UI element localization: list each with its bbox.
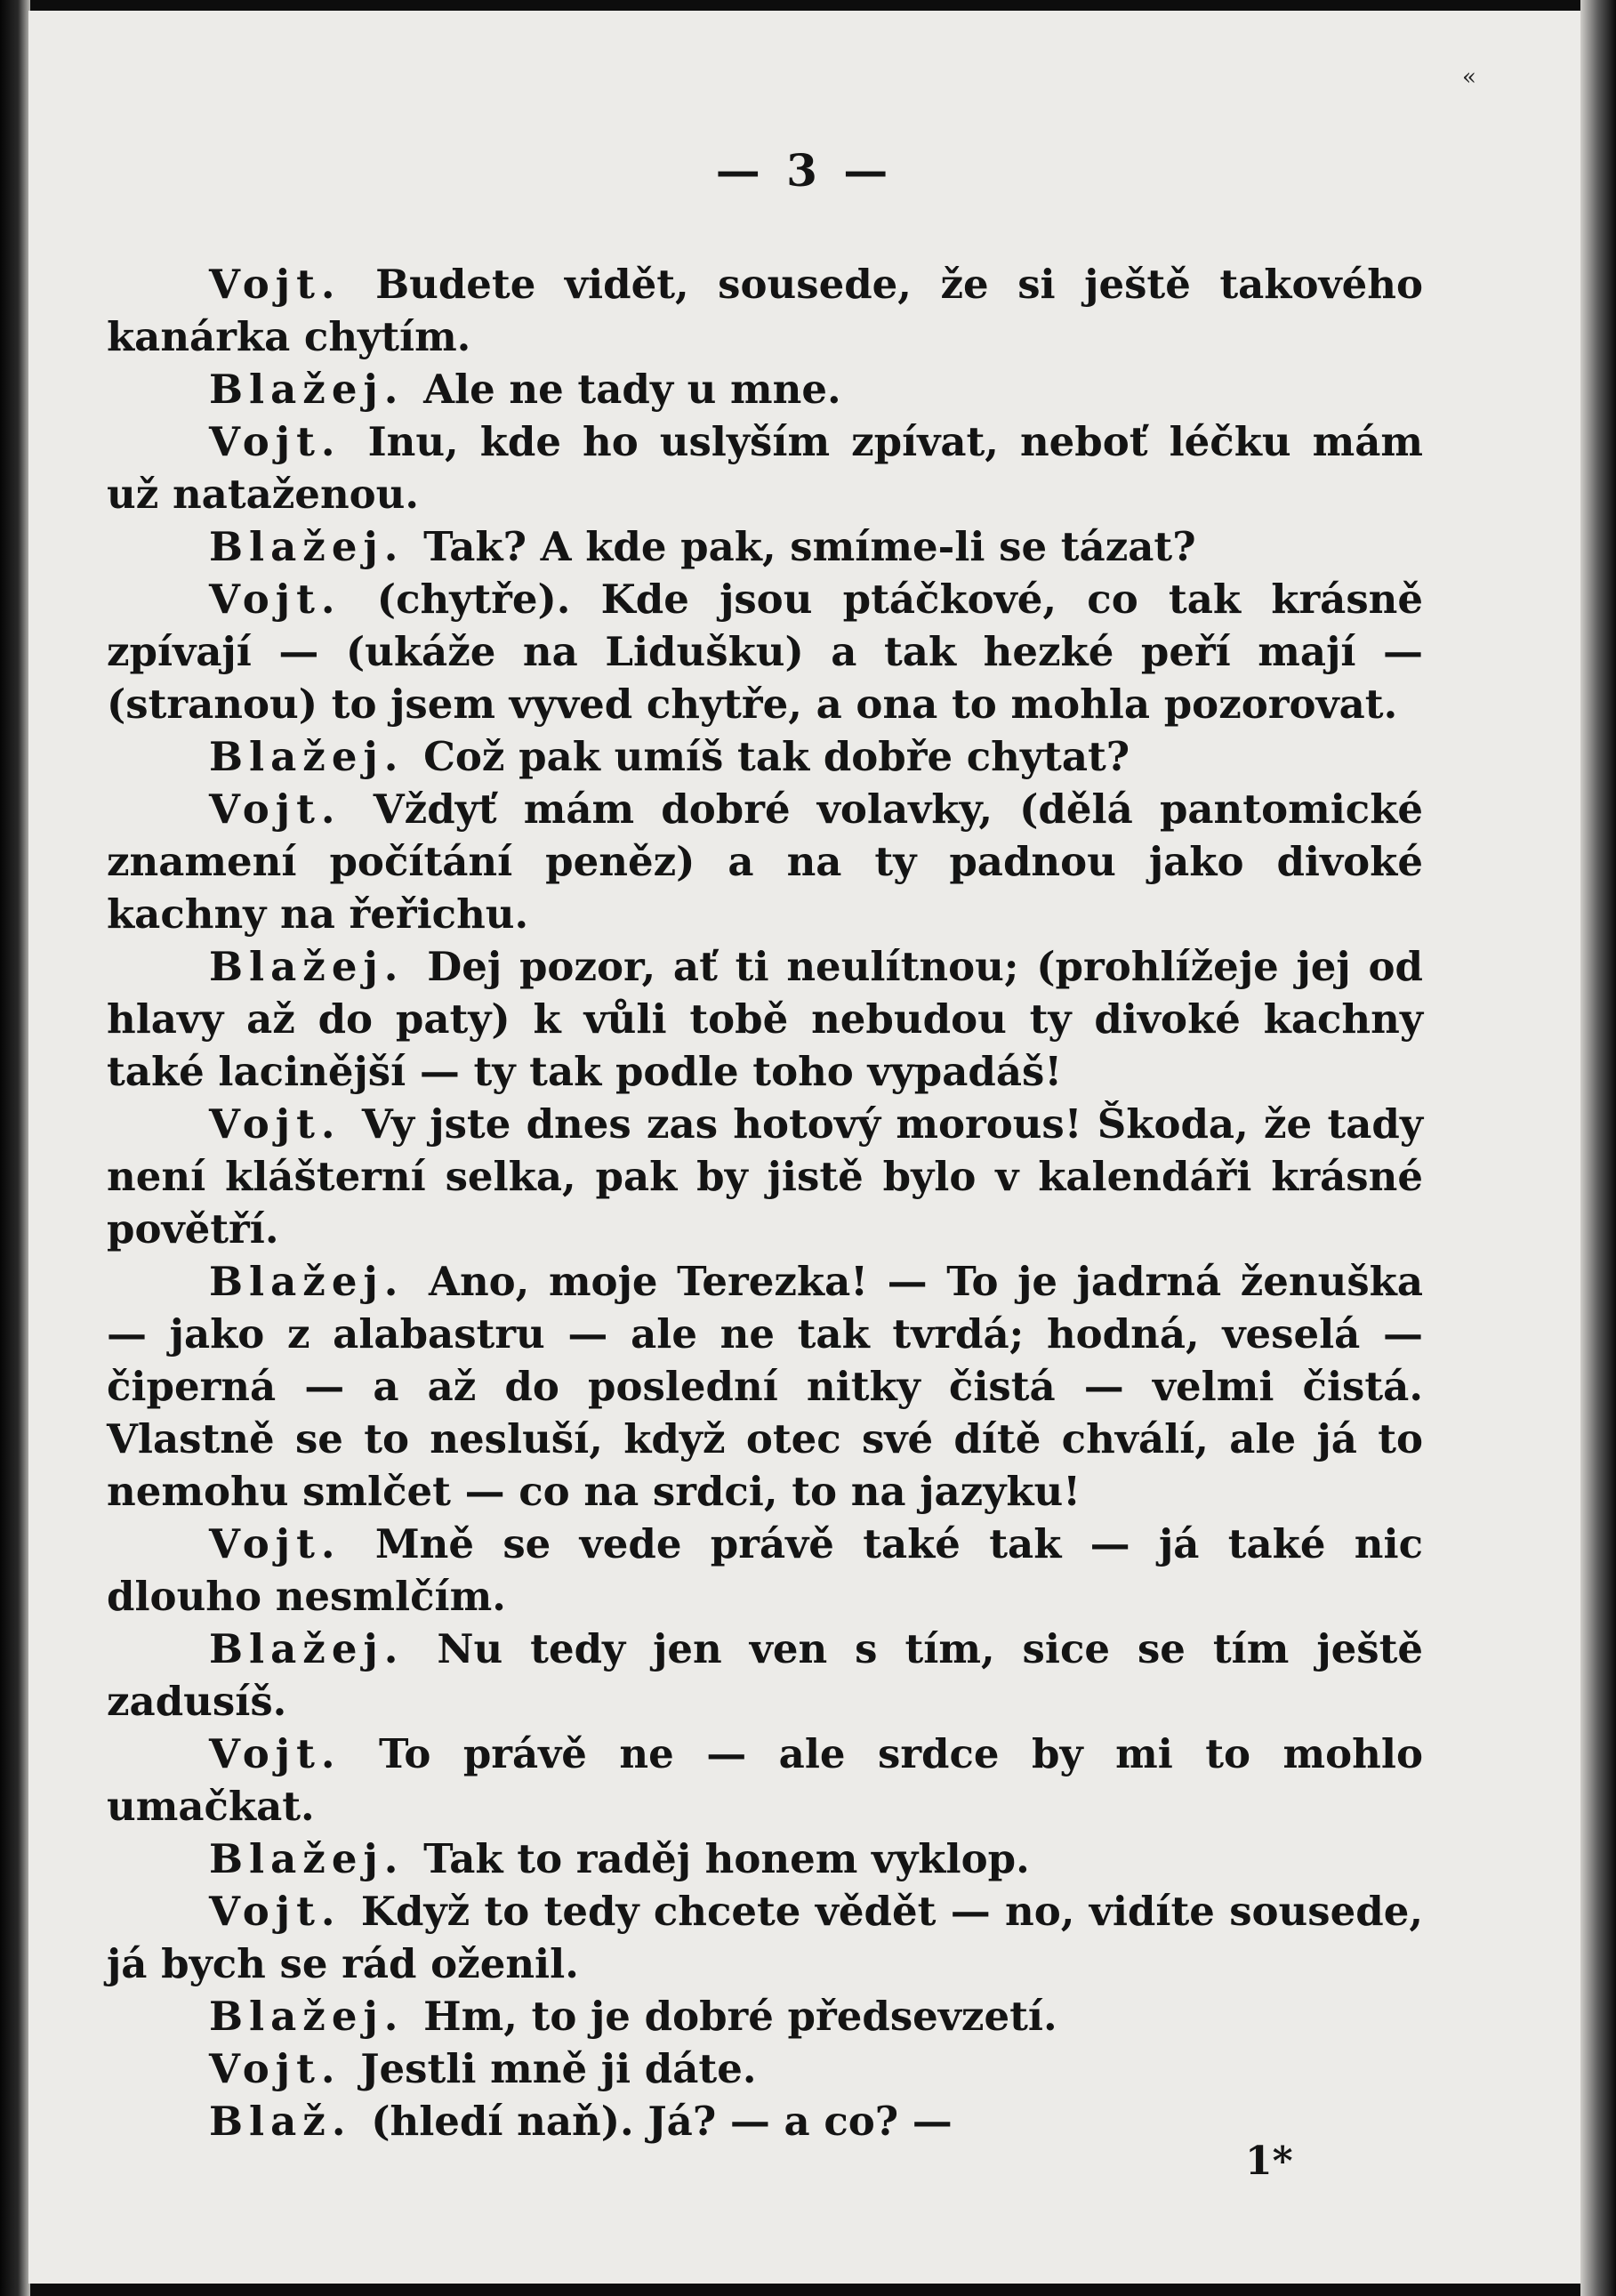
dialogue-line bbox=[107, 415, 1423, 520]
corner-mark: « bbox=[1462, 64, 1476, 91]
line-text: Ale ne tady u mne. bbox=[423, 366, 841, 413]
speaker-name: Blažej. bbox=[209, 1625, 405, 1672]
dialogue-line bbox=[107, 940, 1423, 1098]
dialogue-line bbox=[107, 258, 1423, 363]
book-gutter bbox=[0, 0, 30, 2296]
signature-mark: 1* bbox=[1245, 2139, 1293, 2184]
page-edge bbox=[1580, 0, 1616, 2296]
speaker-name: Blažej. bbox=[209, 1993, 405, 2040]
speaker-name: Blažej. bbox=[209, 943, 405, 990]
line-text: (chytře). Kde jsou ptáčkové, co tak krásně zpívají — (ukáže na Lidušku) a tak hezké peří mají — (stranou) to jsem vyved chytře, a ona to mohla pozorovat. bbox=[107, 576, 1424, 728]
line-text: Tak? A kde pak, smíme-li se tázat? bbox=[423, 523, 1196, 570]
speaker-name: Vojt. bbox=[209, 261, 342, 308]
dialogue-line bbox=[107, 1518, 1423, 1623]
speaker-name: Vojt. bbox=[209, 1888, 342, 1935]
dialogue-line bbox=[107, 730, 1423, 783]
dialogue-line bbox=[107, 2042, 1423, 2095]
line-text: Ano, moje Terezka! — To je jadrná ženuška — jako z alabastru — ale ne tak tvrdá; hodná, veselá — čiperná — a až do poslední nitky čistá — velmi čistá. Vlastně se to nesluší, když otec své dítě chválí, ale já to nemohu smlčet — co na srdci, to na jazyku! bbox=[107, 1258, 1424, 1515]
dialogue-line bbox=[107, 1833, 1423, 1885]
dialogue-line bbox=[107, 520, 1423, 573]
line-text: Vy jste dnes zas hotový morous! Škoda, že tady není klášterní selka, pak by jistě bylo v kalendáři krásné povětří. bbox=[107, 1100, 1423, 1253]
line-text: (hledí naň). Já? — a co? — bbox=[371, 2098, 953, 2145]
speaker-name: Vojt. bbox=[209, 1730, 342, 1777]
line-text: Jestli mně ji dáte. bbox=[360, 2045, 757, 2092]
line-text: Mně se vede právě také tak — já také nic dlouho nesmlčím. bbox=[107, 1520, 1423, 1620]
line-text: Dej pozor, ať ti neulítnou; (prohlížeje jej od hlavy až do paty) k vůli tobě nebudou ty divoké kachny také lacinější — ty tak podle toho vypadáš! bbox=[107, 943, 1423, 1095]
dialogue-line bbox=[107, 783, 1423, 940]
dialogue-line bbox=[107, 1990, 1423, 2042]
line-text: Tak to raděj honem vyklop. bbox=[423, 1835, 1030, 1882]
dialogue-line bbox=[107, 1098, 1423, 1255]
dialogue-line bbox=[107, 1623, 1423, 1728]
speaker-name: Vojt. bbox=[209, 418, 342, 465]
speaker-name: Blažej. bbox=[209, 1258, 405, 1305]
line-text: To právě ne — ale srdce by mi to mohlo umačkat. bbox=[107, 1730, 1423, 1830]
speaker-name: Blažej. bbox=[209, 366, 405, 413]
dialogue-line bbox=[107, 1885, 1423, 1990]
dialogue-line bbox=[107, 1728, 1423, 1833]
speaker-name: Blažej. bbox=[209, 523, 405, 570]
speaker-name: Blažej. bbox=[209, 733, 405, 780]
dialogue-text bbox=[107, 258, 1423, 2147]
dialogue-line bbox=[107, 1255, 1423, 1518]
line-text: Nu tedy jen ven s tím, sice se tím ještě zadusíš. bbox=[107, 1625, 1423, 1725]
line-text: Vždyť mám dobré volavky, (dělá pantomické znamení počítání peněz) a na ty padnou jako divoké kachny na řeřichu. bbox=[107, 785, 1423, 938]
book-page bbox=[28, 11, 1580, 2284]
line-text: Což pak umíš tak dobře chytat? bbox=[423, 733, 1130, 780]
speaker-name: Vojt. bbox=[209, 1100, 342, 1148]
dialogue-line bbox=[107, 363, 1423, 415]
speaker-name: Vojt. bbox=[209, 1520, 342, 1567]
speaker-name: Vojt. bbox=[209, 785, 342, 833]
speaker-name: Blaž. bbox=[209, 2098, 352, 2145]
speaker-name: Blažej. bbox=[209, 1835, 405, 1882]
speaker-name: Vojt. bbox=[209, 576, 342, 623]
speaker-name: Vojt. bbox=[209, 2045, 342, 2092]
dialogue-line bbox=[107, 2095, 1423, 2147]
line-text: Inu, kde ho uslyším zpívat, neboť léčku mám už nataženou. bbox=[107, 418, 1423, 518]
page-number: — 3 — bbox=[715, 144, 894, 197]
line-text: Když to tedy chcete vědět — no, vidíte sousede, já bych se rád oženil. bbox=[107, 1888, 1424, 1987]
line-text: Budete vidět, sousede, že si ještě takového kanárka chytím. bbox=[107, 261, 1423, 360]
dialogue-line bbox=[107, 573, 1423, 730]
line-text: Hm, to je dobré předsevzetí. bbox=[423, 1993, 1057, 2040]
